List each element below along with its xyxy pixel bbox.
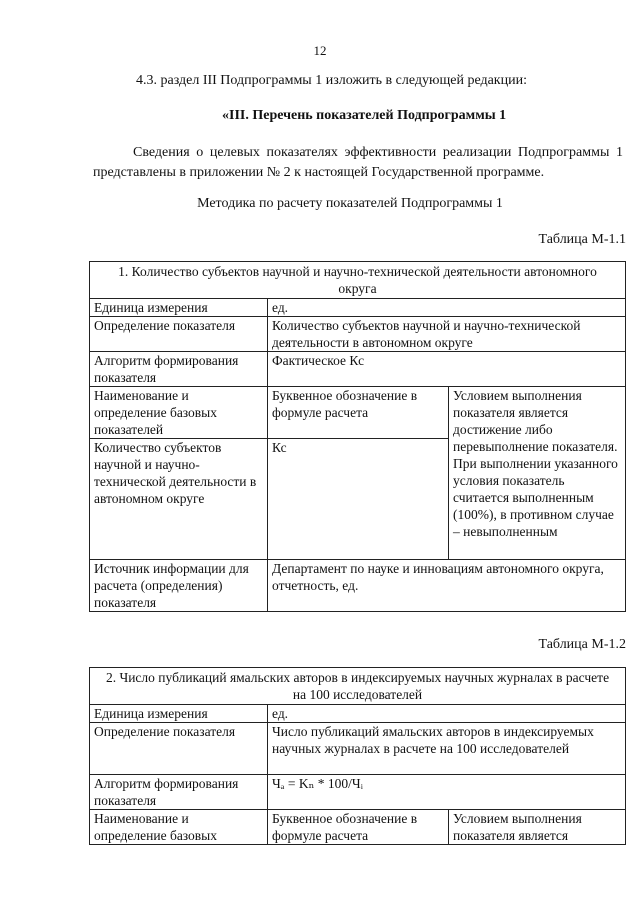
table1-algorithm-label: Алгоритм формирования показателя xyxy=(90,352,268,387)
table1-source-label: Источник информации для расчета (определения) показателя xyxy=(90,560,268,612)
table2-algorithm-label: Алгоритм формирования показателя xyxy=(90,775,268,810)
table1-source-value: Департамент по науке и инновациям автономного округа, отчетность, ед. xyxy=(268,560,626,612)
table1-base-symbol: Кс xyxy=(268,439,449,560)
amendment-intro: 4.3. раздел III Подпрограммы 1 изложить в следующей редакции: xyxy=(136,73,527,88)
table1-unit-value: ед. xyxy=(268,299,626,317)
table1-naming-label: Наименование и определение базовых показателей xyxy=(90,387,268,439)
table1-base-name: Количество субъектов научной и научно-технической деятельности в автономном округе xyxy=(90,439,268,560)
table2-algorithm-value: Чₐ = Kₙ * 100/Чᵢ xyxy=(268,775,626,810)
table2-definition-value: Число публикаций ямальских авторов в индексируемых научных журналах в расчете на 100 исследователей xyxy=(268,723,626,775)
info-paragraph: Сведения о целевых показателях эффективности реализации Подпрограммы 1 представлены в приложении № 2 к настоящей Государственной программе. xyxy=(93,145,623,180)
indicator-table-2 xyxy=(89,667,626,845)
table1-caption: Таблица М-1.1 xyxy=(538,232,626,247)
table1-condition-text: Условием выполнения показателя является достижение либо перевыполнение показателя. При выполнении указанного условия показатель считается выполненным (100%), в противном случае – невыполненным xyxy=(449,387,626,560)
section-title: «III. Перечень показателей Подпрограммы 1 xyxy=(222,108,507,123)
table1-algorithm-value: Фактическое Кс xyxy=(268,352,626,387)
methodology-title: Методика по расчету показателей Подпрограммы 1 xyxy=(197,196,503,211)
table2-caption: Таблица М-1.2 xyxy=(538,637,626,652)
table2-condition-text: Условием выполнения показателя является xyxy=(449,810,626,845)
table1-symbol-label: Буквенное обозначение в формуле расчета xyxy=(268,387,449,439)
table1-unit-label: Единица измерения xyxy=(90,299,268,317)
table2-header: 2. Число публикаций ямальских авторов в индексируемых научных журналах в расчете на 100 исследователей xyxy=(90,668,626,705)
page-number: 12 xyxy=(313,43,327,58)
table2-symbol-label: Буквенное обозначение в формуле расчета xyxy=(268,810,449,845)
table2-unit-value: ед. xyxy=(268,705,626,723)
indicator-table-1 xyxy=(89,261,626,612)
table2-definition-label: Определение показателя xyxy=(90,723,268,775)
table1-header: 1. Количество субъектов научной и научно-технической деятельности автономного округа xyxy=(90,262,626,299)
table2-unit-label: Единица измерения xyxy=(90,705,268,723)
table2-naming-label: Наименование и определение базовых xyxy=(90,810,268,845)
table1-definition-label: Определение показателя xyxy=(90,317,268,352)
table1-definition-value: Количество субъектов научной и научно-технической деятельности в автономном округе xyxy=(268,317,626,352)
